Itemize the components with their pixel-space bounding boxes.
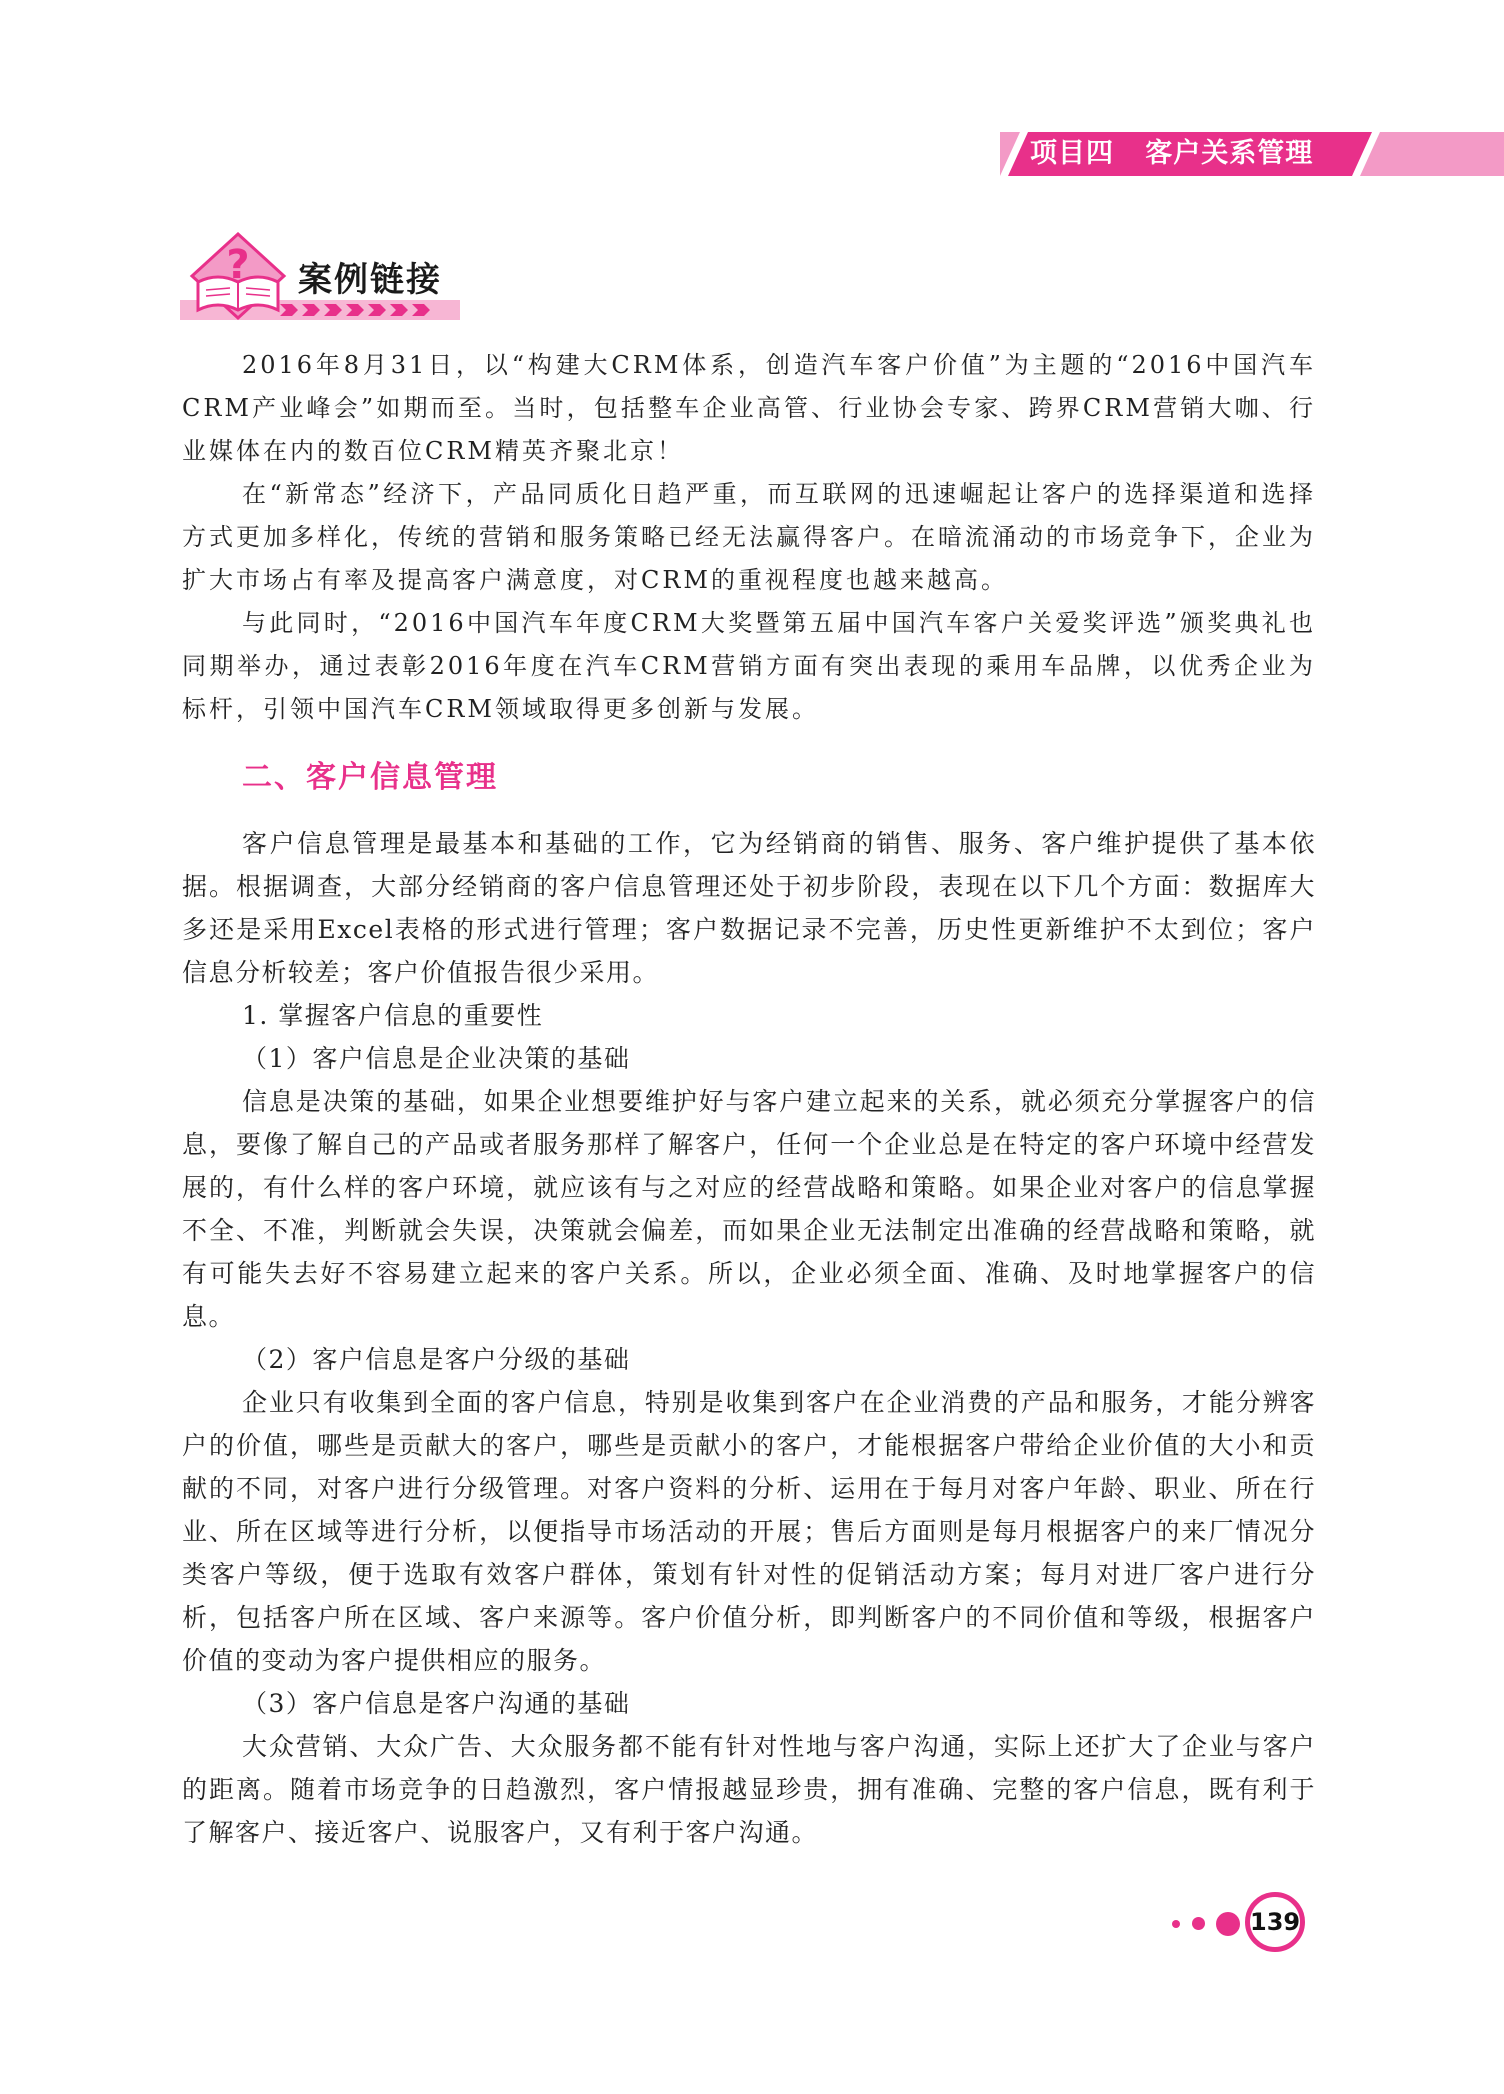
chapter-title: 客户关系管理 xyxy=(1145,138,1314,169)
item-text: 大众营销、大众广告、大众服务都不能有针对性地与客户沟通，实际上还扩大了企业与客户的距离。随着市场竞争的日趋激烈，客户情报越显珍贵，拥有准确、完整的客户信息，既有利于了解客户、接近客户、说服客户，又有利于客户沟通。 xyxy=(182,1732,1316,1847)
case-paragraph: 2016年8月31日，以“构建大CRM体系，创造汽车客户价值”为主题的“2016中国汽车CRM产业峰会”如期而至。当时，包括整车企业高管、行业协会专家、跨界CRM营销大咖、行业媒体在内的数百位CRM精英齐聚北京！ xyxy=(182,351,1316,465)
chapter-header-text xyxy=(1030,132,1313,176)
section-body xyxy=(182,822,1316,1854)
page-number-badge xyxy=(1160,1886,1320,1966)
case-paragraph: 与此同时，“2016中国汽车年度CRM大奖暨第五届中国汽车客户关爱奖评选”颁奖典礼也同期举办，通过表彰2016年度在汽车CRM营销方面有突出表现的乘用车品牌，以优秀企业为标杆，引领中国汽车CRM领域取得更多创新与发展。 xyxy=(182,609,1316,723)
decor-dot xyxy=(1216,1912,1240,1936)
item-text: 信息是决策的基础，如果企业想要维护好与客户建立起来的关系，就必须充分掌握客户的信息，要像了解自己的产品或者服务那样了解客户，任何一个企业总是在特定的客户环境中经营发展的，有什么样的客户环境，就应该有与之对应的经营战略和策略。如果企业对客户的信息掌握不全、不准，判断就会失误，决策就会偏差，而如果企业无法制定出准确的经营战略和策略，就有可能失去好不容易建立起来的客户关系。所以，企业必须全面、准确、及时地掌握客户的信息。 xyxy=(182,1087,1316,1331)
decor-dot xyxy=(1172,1920,1180,1928)
subsection-heading: 1. 掌握客户信息的重要性 xyxy=(242,1001,544,1030)
item-text: 企业只有收集到全面的客户信息，特别是收集到客户在企业消费的产品和服务，才能分辨客户的价值，哪些是贡献大的客户，哪些是贡献小的客户，才能根据客户带给企业价值的大小和贡献的不同，对客户进行分级管理。对客户资料的分析、运用在于每月对客户年龄、职业、所在行业、所在区域等进行分析，以便指导市场活动的开展；售后方面则是每月根据客户的来厂情况分类客户等级，便于选取有效客户群体，策划有针对性的促销活动方案；每月对进厂客户进行分析，包括客户所在区域、客户来源等。客户价值分析，即判断客户的不同价值和等级，根据客户价值的变动为客户提供相应的服务。 xyxy=(182,1388,1316,1675)
section-heading: 二、客户信息管理 xyxy=(242,760,498,795)
chapter-project-label: 项目四 xyxy=(1030,138,1114,169)
decor-dot xyxy=(1192,1917,1205,1930)
case-link-title: 案例链接 xyxy=(298,260,442,300)
case-text xyxy=(182,344,1316,731)
svg-text:?: ? xyxy=(226,242,250,288)
page-number: 139 xyxy=(1245,1892,1305,1952)
item-title: （1）客户信息是企业决策的基础 xyxy=(242,1044,631,1073)
item-title: （2）客户信息是客户分级的基础 xyxy=(242,1345,631,1374)
item-title: （3）客户信息是客户沟通的基础 xyxy=(242,1689,631,1718)
case-paragraph: 在“新常态”经济下，产品同质化日趋严重，而互联网的迅速崛起让客户的选择渠道和选择方式更加多样化，传统的营销和服务策略已经无法赢得客户。在暗流涌动的市场竞争下，企业为扩大市场占有率及提高客户满意度，对CRM的重视程度也越来越高。 xyxy=(182,480,1316,594)
section-intro: 客户信息管理是最基本和基础的工作，它为经销商的销售、服务、客户维护提供了基本依据。根据调查，大部分经销商的客户信息管理还处于初步阶段，表现在以下几个方面：数据库大多还是采用Excel表格的形式进行管理；客户数据记录不完善，历史性更新维护不太到位；客户信息分析较差；客户价值报告很少采用。 xyxy=(182,829,1316,987)
